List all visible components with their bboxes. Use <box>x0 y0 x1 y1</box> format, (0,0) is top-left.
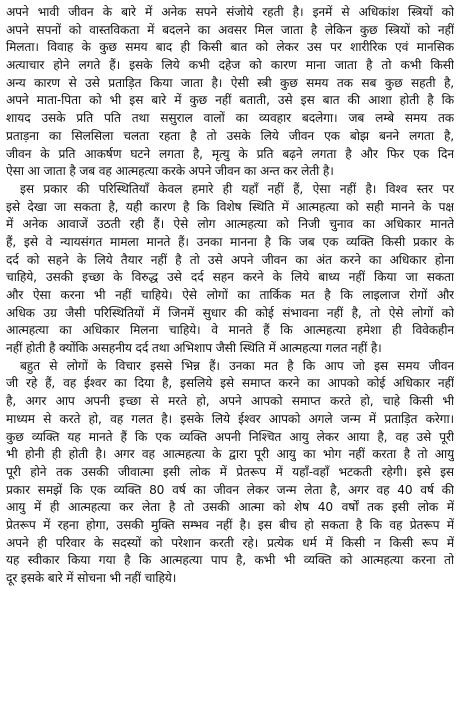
text-line: अपने भावी जीवन के बारे में अनेक सपने संजोये रहती है। इनमें से अधिकांश स्त्रियों को <box>6 5 454 19</box>
text-line: नहीं होती है क्योंकि असहनीय दर्द तथा अभिशाप जैसी स्थिति में आत्महत्या गलत नहीं है। <box>6 341 382 356</box>
paragraph-1 <box>6 4 454 181</box>
text-line: प्रकार समझें कि एक व्यक्ति 80 वर्ष का जीवन लेकर जन्म लेता है, अगर वह 40 वर्ष की <box>6 482 454 497</box>
text-line: अधिक उग्र जैसी परिस्थितियों में जिनमें सुधार की कोई संभावना नहीं है, तो ऐसे लोगों को <box>6 305 454 320</box>
text-line: प्रताड़ना का सिलसिला चलता रहता है तो उसके लिये जीवन एक बोझ बनने लगता है, <box>6 128 454 143</box>
text-line: अत्याचार होने लगते हैं। इसके लिये कभी दहेज को कारण माना जाता है तो कभी किसी <box>6 58 454 73</box>
text-line: चाहिये, उसकी इच्छा के विरुद्ध उसे दर्द सहन करने के लिये बाध्य नहीं किया जा सकता <box>6 270 454 285</box>
text-line: जी रहे हैं, वह ईश्वर का दिया है, इसलिये इसे समाप्त करने का आपको कोई अधिकार नहीं <box>6 376 454 391</box>
text-line: इस प्रकार की परिस्थितियाँ केवल हमारे ही यहाँ नहीं हैं, ऐसा नहीं है। विश्व स्तर पर <box>20 181 454 196</box>
text-line: ऐसा आ जाता है जब वह आत्महत्या करके अपने जीवन का अन्त कर लेती है। <box>6 164 334 179</box>
text-line: शायद उसके प्रति पति तथा ससुराल वालों का व्यवहार बदलेगा। जब लम्बे समय तक <box>6 111 454 126</box>
text-line: यह स्वीकार किया गया है कि आत्महत्या पाप है, कभी भी व्यक्ति को आत्महत्या करना तो <box>6 553 454 568</box>
text-line: में अनेक आवाजें उठती रही हैं। ऐसे लोग आत्महत्या को निजी चुनाव का अधिकार मानते <box>6 217 454 232</box>
text-line: अपने माता-पिता को भी इस बारे में कुछ नहीं बताती, उसे इस बात की आशा होती है कि <box>6 93 454 108</box>
text-line: आत्महत्या का अधिकार मिलना चाहिये। वे मानते हैं कि आत्महत्या हमेशा ही विवेकहीन <box>6 323 454 338</box>
text-line: हैं, इसे वे न्यायसंगत मामला मानते हैं। उनका मानना है कि जब एक व्यक्ति किसी प्रकार के <box>6 234 454 249</box>
text-line: दूर इसके बारे में सोचना भी नहीं चाहिये। <box>6 571 177 585</box>
text-line: अपने ही परिवार के सदस्यों को परेशान करती रहे। प्रत्येक धर्म में किसी न किसी रूप में <box>6 535 454 550</box>
text-line: माध्यम से करते हो, वह गलत है। इसके लिये ईश्वर आपको अगले जन्म में प्रताड़ित करेगा। <box>6 411 454 426</box>
text-line: भी होनी ही होती है। अगर वह आत्महत्या के द्वारा पूरी आयु का भोग नहीं करता है तो आयु <box>6 447 454 462</box>
text-line: मिलता। विवाह के कुछ समय बाद ही किसी बात को लेकर उस पर शारीरिक एवं मानसिक <box>6 40 454 55</box>
paragraph-3 <box>6 358 454 588</box>
text-line: अन्य कारण से उसे प्रताड़ित किया जाता है। ऐसी स्त्री कुछ समय तक सब कुछ सहती है, <box>6 75 454 90</box>
text-line: इसे देखा जा सकता है, यही कारण है कि विशेष स्थिति में आत्महत्या को सही मानने के पक्ष <box>6 199 454 214</box>
text-line: बहुत से लोगों के विचार इससे भिन्न हैं। उनका मत है कि आप जो इस समय जीवन <box>20 358 454 373</box>
text-line: आयु में ही आत्महत्या कर लेता है तो उसकी आत्मा को शेष 40 वर्षों तक इसी लोक में <box>6 500 454 515</box>
paragraph-2 <box>6 181 454 358</box>
text-line: जीवन के प्रति आकर्षण घटने लगता है, मृत्यु के प्रति बढ़ने लगता है और फिर एक दिन <box>6 146 454 161</box>
text-line: पूरी होने तक उसकी जीवात्मा इसी लोक में प्रेतरूप में यहाँ-वहाँ भटकती रहेगी। इसे इस <box>6 464 454 479</box>
text-line: और ऐसा करना भी नहीं चाहिये। ऐसे लोगों का तार्किक मत है कि लाइलाज रोगों और <box>6 288 454 302</box>
text-line: दर्द को सहने के लिये तैयार नहीं है तो उसे अपने जीवन का अंत करने का अधिकार होना <box>6 252 454 267</box>
text-line: प्रेतरूप में रहना होगा, उसकी मुक्ति सम्भव नहीं है। इस बीच हो सकता है कि वह प्रेतरूप में <box>6 517 454 532</box>
text-line: अपने सपनों को वास्तविकता में बदलने का अवसर मिल जाता है लेकिन कुछ स्त्रियों को नहीं <box>6 22 454 37</box>
text-line: कुछ व्यक्ति यह मानते हैं कि एक व्यक्ति अपनी निश्चित आयु लेकर आया है, वह उसे पूरी <box>6 429 454 444</box>
text-line: है, अगर आप अपनी इच्छा से मरते हो, अपने आपको समाप्त करते हो, चाहे किसी भी <box>6 394 454 409</box>
